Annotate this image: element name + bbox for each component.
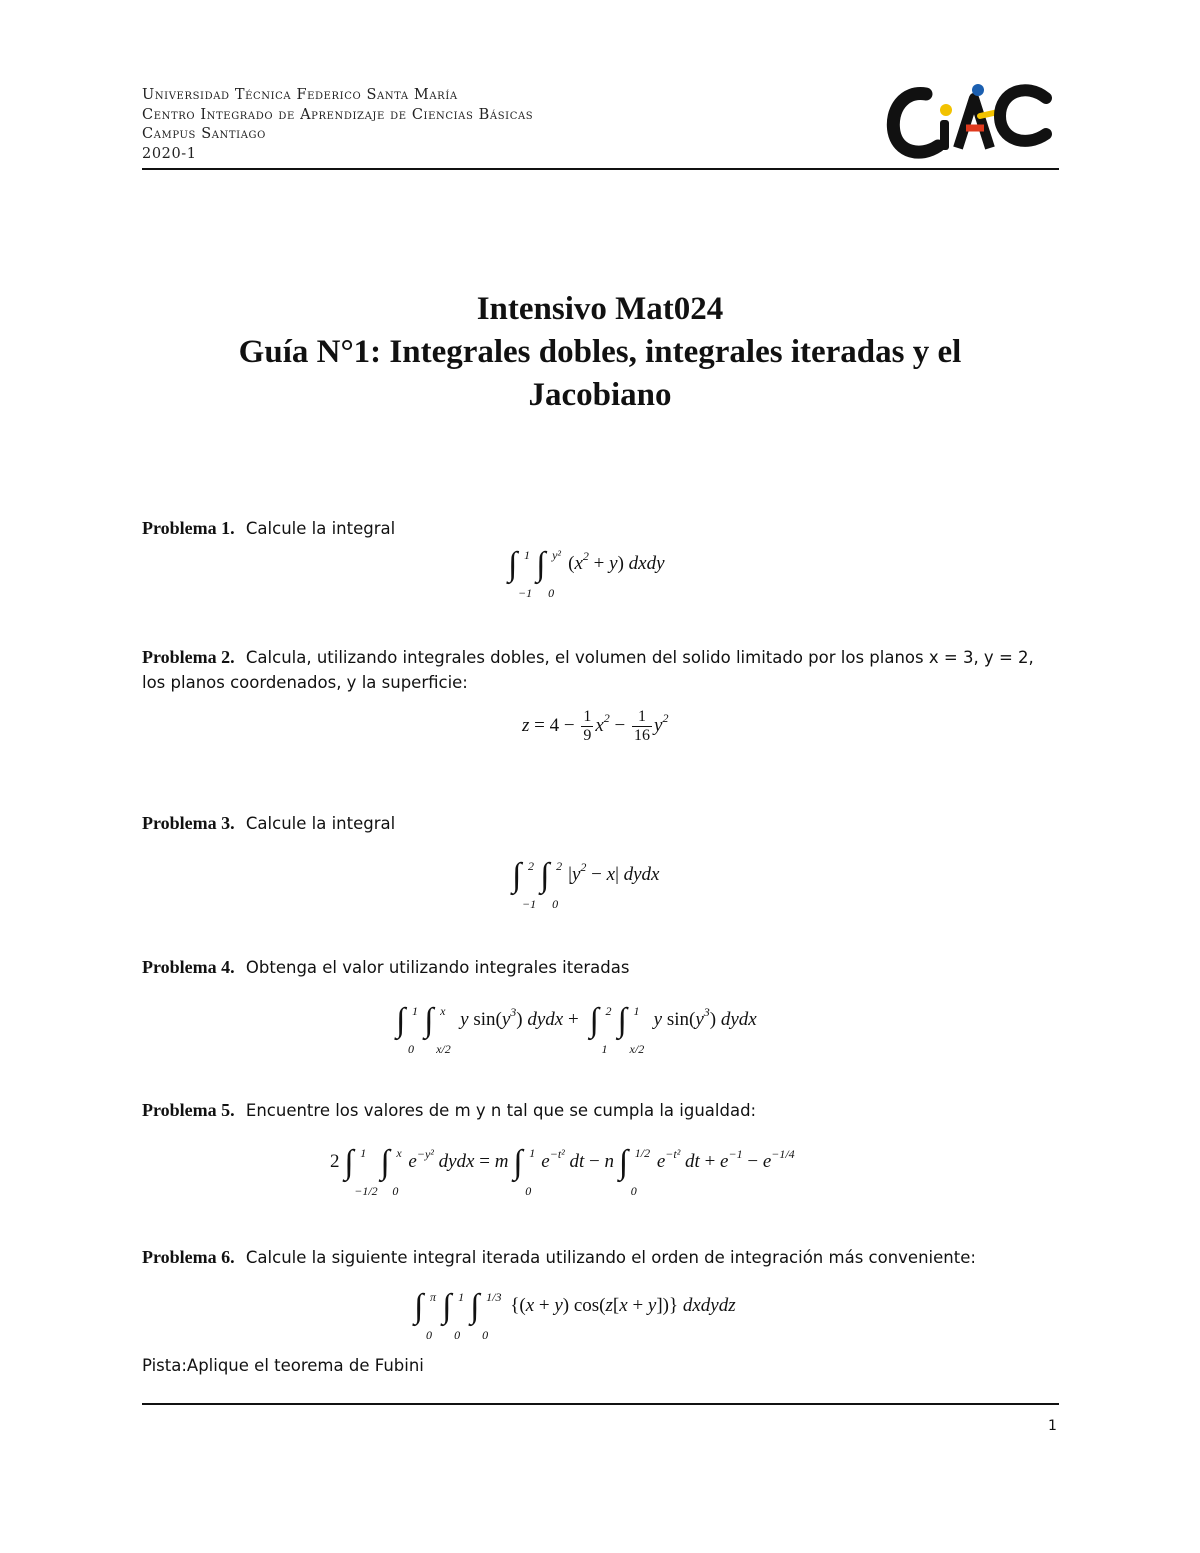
problem-4 [142,955,1062,980]
title-line-1: Intensivo Mat024 [476,291,724,327]
document-title [142,288,1058,417]
header-rule [142,168,1059,170]
problem-4-text: Obtenga el valor utilizando integrales iteradas [245,958,630,977]
campus-name: Campus Santiago [142,126,266,142]
center-name: Centro Integrado de Aprendizaje de Ciencias Básicas [142,106,534,123]
problem-6-equation: ∫ π 0 ∫ 1 0 ∫ 1/3 0 {(x + y) cos(z[x + y])} dxdydz [414,1288,736,1342]
problem-2-text: Calcula, utilizando integrales dobles, el volumen del solido limitado por los planos x = 3, y = 2, los planos coordenados, y la superficie: [142,648,1034,692]
footer-rule [142,1403,1059,1405]
problem-5-label: Problema 5. [142,1100,235,1120]
university-name: Universidad Técnica Federico Santa María [142,87,458,103]
problem-4-label: Problema 4. [142,957,235,977]
problem-6-text: Calcule la siguiente integral iterada utilizando el orden de integración más conveniente: [245,1248,976,1267]
problem-1-label: Problema 1. [142,518,235,538]
page-number: 1 [1048,1418,1057,1434]
term-label: 2020-1 [142,145,197,162]
problem-1-text: Calcule la integral [245,519,396,538]
problem-4-equation: ∫ 1 0 ∫ x x/2 y $\sin(y^3)$ dydx + ∫ 2 1 ∫ 1 x/2 y $\sin(y^3)$ dydx [396,1002,757,1056]
hint-text: Pista:Aplique el teorema de Fubini [142,1356,424,1375]
title-line-2: Guía N°1: Integrales dobles, integrales iteradas y el [238,334,962,370]
problem-3-equation: ∫ 2 −1 ∫ 2 0 $|y^2 - x|$ dydx [512,857,660,911]
problem-2-label: Problema 2. [142,647,235,667]
problem-6 [142,1245,1062,1270]
problem-5-equation: 2 ∫ 1 −1/2 ∫ x 0 $e^{-y^2}$ dydx = m ∫ 1 0 $e^{-t^2}$ dt − n ∫ 1/2 0 $e^{-t^2}$ dt + $e^{-1} - e^{-1/4}$ [330,1144,795,1198]
problem-3-label: Problema 3. [142,813,235,833]
problem-2 [142,645,1062,695]
problem-1-equation: ∫ 1 −1 ∫ y² 0 $(x^2 + y)$ dxdy [508,546,665,600]
problem-3-text: Calcule la integral [245,814,396,833]
problem-5-text: Encuentre los valores de m y n tal que se cumpla la igualdad: [245,1101,757,1120]
problem-5 [142,1098,1062,1123]
problem-6-label: Problema 6. [142,1247,235,1267]
problem-1 [142,516,1062,541]
ciac-logo [886,76,1058,162]
problem-3 [142,811,1062,836]
title-line-3: Jacobiano [528,377,672,413]
problem-2-equation: z = 4 − $\frac{1}{9}$ $x^2$ − $\frac{1}{16}$ $y^2$ [522,708,669,744]
